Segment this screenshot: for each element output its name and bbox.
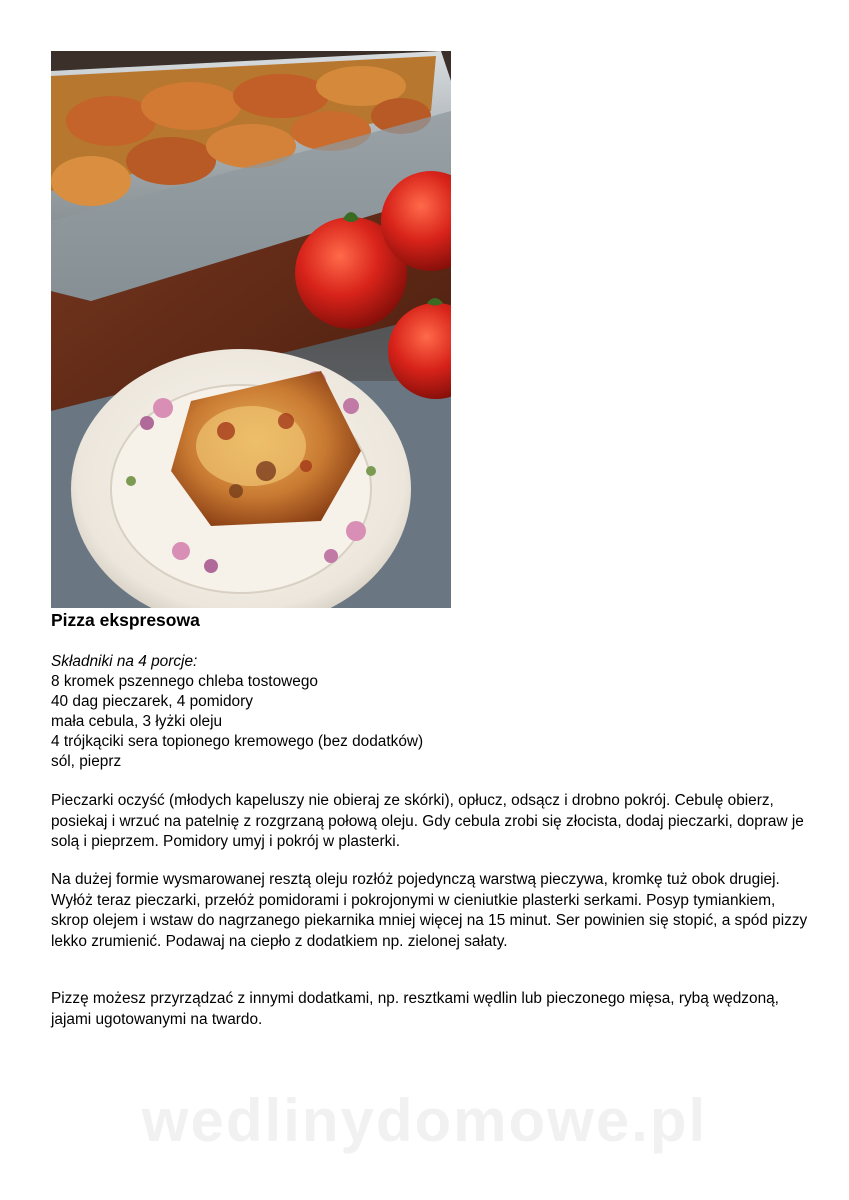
instruction-paragraph: Na dużej formie wysmarowanej resztą oleju rozłóż pojedynczą warstwą pieczywa, kromkę tuż obok drugiej. Wyłóż teraz pieczarki, przełóż pomidorami i pokrojonymi w cieniutkie plasterki serkami. Posyp tymiankiem, skrop olejem i wstaw do nagrzanego piekarnika mniej więcej na 15 minut. Ser powinien się stopić, a spód pizzy lekko zrumienić. Podawaj na ciepło z dodatkiem np. zielonej sałaty. xyxy=(51,871,808,950)
watermark: wedlinydomowe.pl xyxy=(141,1087,708,1154)
ingredients-heading: Składniki na 4 porcje: xyxy=(51,653,198,670)
recipe-title: Pizza ekspresowa xyxy=(51,610,200,630)
ingredient-item: 8 kromek pszennego chleba tostowego xyxy=(51,673,318,690)
ingredients-list xyxy=(51,652,423,772)
recipe-photo xyxy=(51,51,451,608)
instruction-paragraph: Pizzę możesz przyrządzać z innymi dodatkami, np. resztkami wędlin lub pieczonego mięsa, rybą wędzoną, jajami ugotowanymi na twardo. xyxy=(51,990,779,1028)
ingredient-item: 40 dag pieczarek, 4 pomidory xyxy=(51,693,253,710)
instruction-paragraph: Pieczarki oczyść (młodych kapeluszy nie obieraj ze skórki), opłucz, odsącz i drobno pokrój. Cebulę obierz, posiekaj i wrzuć na patelnię z rozgrzaną połową oleju. Gdy cebula zrobi się złocista, dodaj pieczarki, dopraw je solą i pieprzem. Pomidory umyj i pokrój w plasterki. xyxy=(51,792,804,850)
ingredient-item: 4 trójkąciki sera topionego kremowego (bez dodatków) xyxy=(51,733,424,750)
ingredient-item: mała cebula, 3 łyżki oleju xyxy=(51,713,223,730)
ingredient-item: sól, pieprz xyxy=(51,753,122,770)
